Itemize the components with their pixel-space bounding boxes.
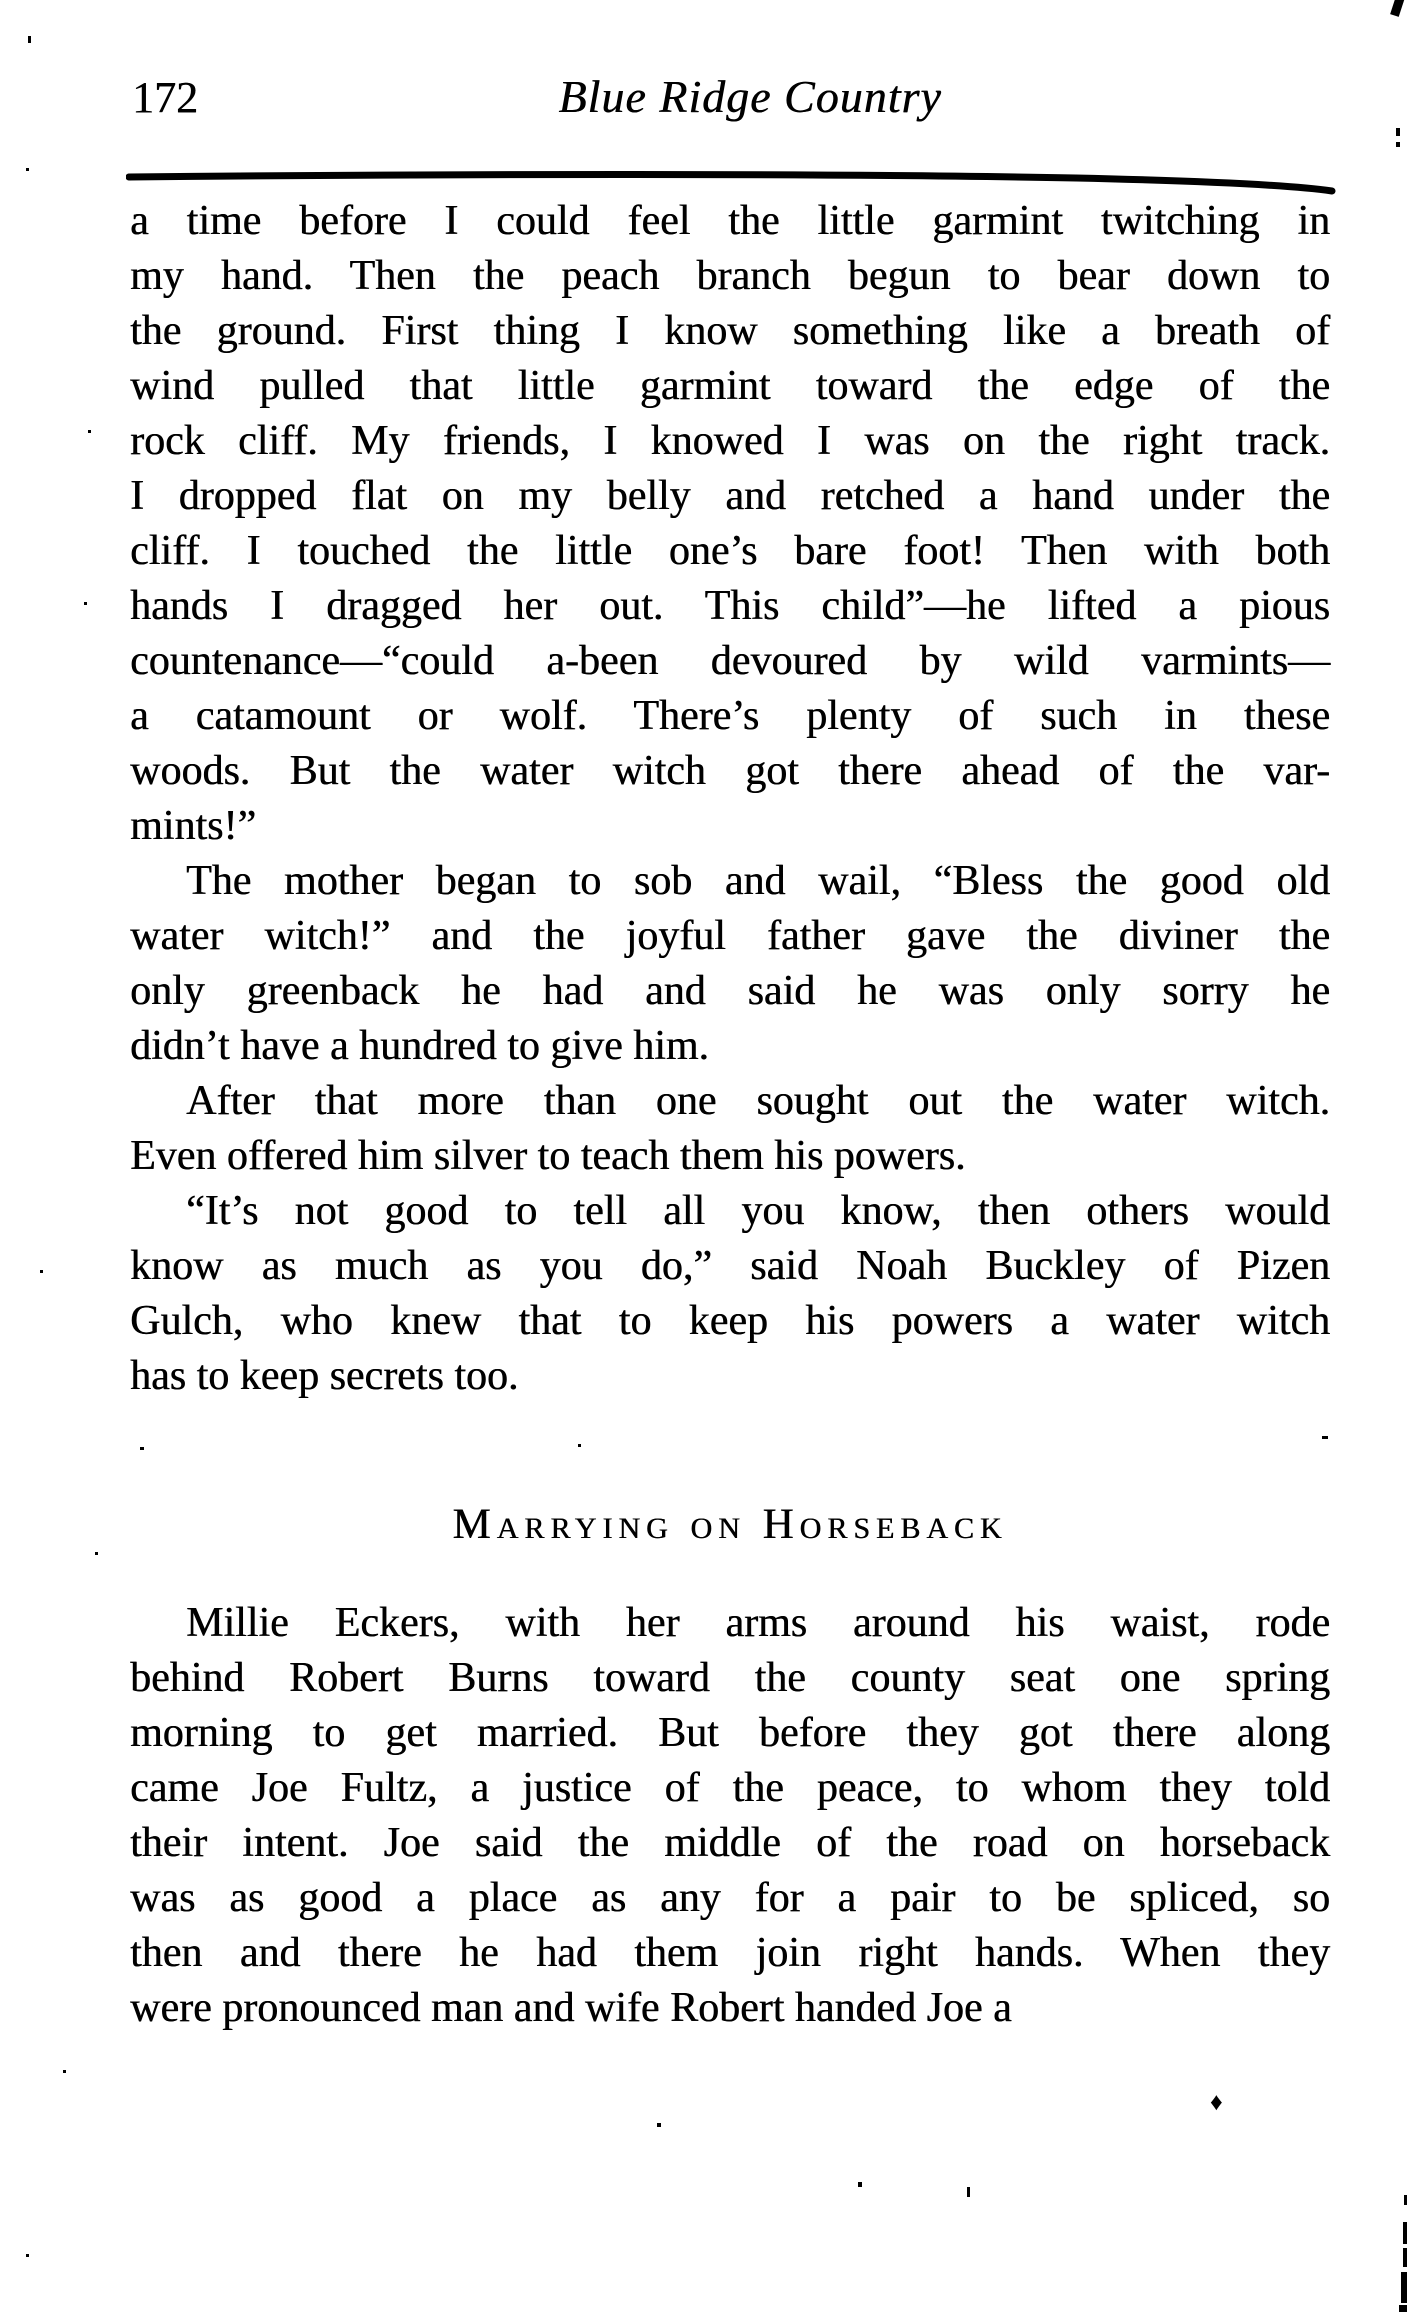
text-line: has to keep secrets too. — [130, 1353, 519, 1399]
scan-edge-dash — [1404, 2195, 1407, 2205]
text-line: a time before I could feel the little garmint twitching in — [130, 198, 1330, 244]
text-line: my hand. Then the peach branch begun to bear down to — [130, 253, 1330, 299]
scan-edge-dash — [1403, 2222, 1407, 2244]
scan-speck — [858, 2182, 862, 2187]
page-number: 172 — [132, 73, 198, 122]
scan-speck — [657, 2123, 661, 2127]
text-line: woods. But the water witch got there ahead of the var- — [130, 748, 1330, 794]
text-line: came Joe Fultz, a justice of the peace, to whom they told — [130, 1765, 1330, 1811]
text-line: a catamount or wolf. There’s plenty of such in these — [130, 693, 1330, 739]
text-line: I dropped flat on my belly and retched a hand under the — [130, 473, 1330, 519]
scan-edge-dash — [1401, 2272, 1407, 2303]
header-rule — [126, 170, 1338, 196]
text-line: know as much as you do,” said Noah Buckley of Pizen — [130, 1243, 1330, 1289]
scan-speck — [95, 1552, 98, 1555]
text-line: only greenback he had and said he was only sorry he — [130, 968, 1330, 1014]
text-line: their intent. Joe said the middle of the road on horseback — [130, 1820, 1330, 1866]
text-line: Gulch, who knew that to keep his powers a water witch — [130, 1298, 1330, 1344]
running-title: Blue Ridge Country — [558, 71, 942, 122]
text-line: then and there he had them join right hands. When they — [130, 1930, 1330, 1976]
scan-speck — [967, 2187, 970, 2197]
scan-speck — [63, 2070, 66, 2073]
body-text-block — [130, 194, 1330, 1404]
text-line: rock cliff. My friends, I knowed I was on the right track. — [130, 418, 1330, 464]
scan-speck — [88, 430, 91, 433]
text-line: Even offered him silver to teach them his powers. — [130, 1133, 966, 1179]
text-line: mints!” — [130, 803, 256, 849]
scan-corner-mark — [1390, 0, 1405, 17]
text-line: morning to get married. But before they got there along — [130, 1710, 1330, 1756]
scan-speck — [1322, 1436, 1328, 1439]
scan-edge-dash — [1403, 2248, 1407, 2267]
text-line: countenance—“could a-been devoured by wild varmints— — [130, 638, 1330, 684]
text-line: was as good a place as any for a pair to be spliced, so — [130, 1875, 1330, 1921]
scan-edge-dash — [1399, 2305, 1407, 2312]
scan-speck — [28, 36, 31, 43]
scan-speck — [578, 1444, 581, 1447]
text-line: “It’s not good to tell all you know, then others would — [186, 1188, 1330, 1234]
text-line: cliff. I touched the little one’s bare foot! Then with both — [130, 528, 1330, 574]
ornament-diamond: ♦ — [1210, 2089, 1223, 2116]
body-text-block — [130, 1596, 1330, 2036]
scan-speck — [40, 1270, 43, 1273]
text-line: didn’t have a hundred to give him. — [130, 1023, 709, 1069]
scan-speck — [26, 2254, 29, 2257]
text-line: The mother began to sob and wail, “Bless the good old — [186, 858, 1330, 904]
text-line: behind Robert Burns toward the county seat one spring — [130, 1655, 1330, 1701]
scan-speck — [1396, 128, 1400, 136]
text-line: were pronounced man and wife Robert handed Joe a — [130, 1985, 1012, 2031]
text-line: After that more than one sought out the water witch. — [186, 1078, 1330, 1124]
text-line: wind pulled that little garmint toward the edge of the — [130, 363, 1330, 409]
page-header — [130, 70, 1330, 120]
section-heading: Marrying on Horseback — [452, 1501, 1008, 1548]
scan-speck — [1396, 142, 1400, 147]
text-line: hands I dragged her out. This child”—he lifted a pious — [130, 583, 1330, 629]
text-line: the ground. First thing I know something like a breath of — [130, 308, 1330, 354]
scan-speck — [84, 602, 87, 605]
scan-speck — [140, 1447, 144, 1450]
scan-speck — [26, 168, 29, 171]
text-line: Millie Eckers, with her arms around his waist, rode — [186, 1600, 1330, 1646]
text-line: water witch!” and the joyful father gave the diviner the — [130, 913, 1330, 959]
